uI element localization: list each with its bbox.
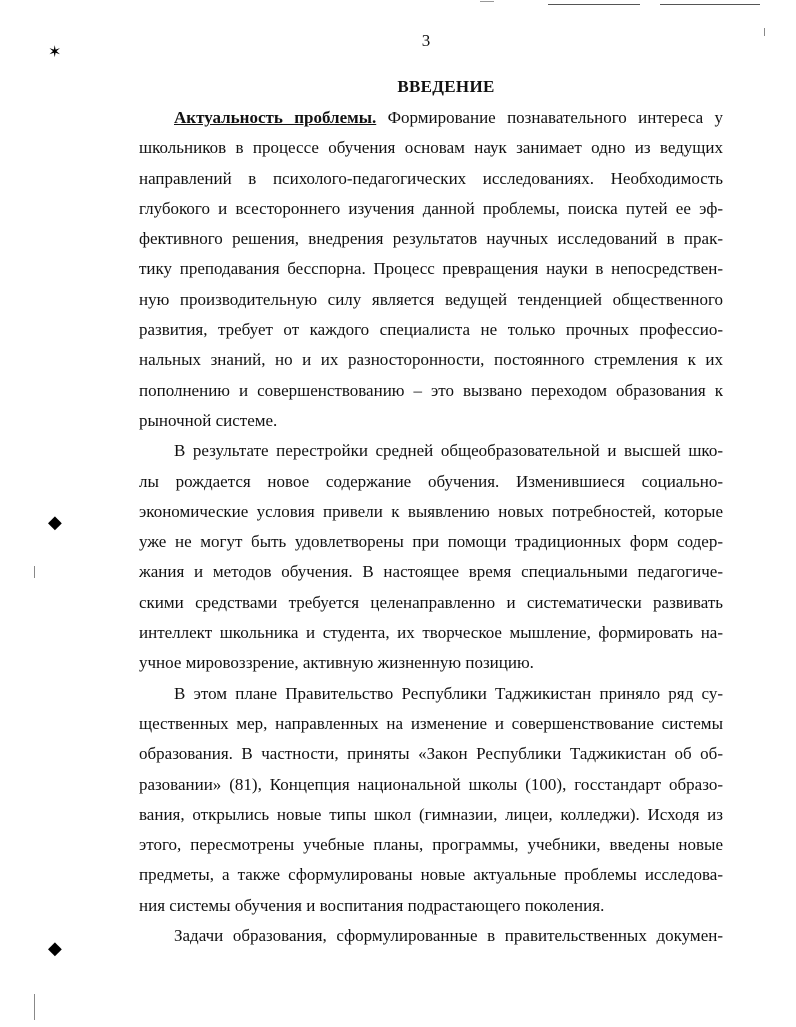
page-title: ВВЕДЕНИЕ <box>397 77 495 96</box>
text-line: пополнению и совершенствованию – это вызвано переходом образования к <box>139 380 723 400</box>
text-line: вания, открылись новые типы школ (гимназии, лицеи, колледжи). Исходя из <box>139 804 723 824</box>
text-line: ния системы обучения и воспитания подрастающего поколения. <box>139 895 605 915</box>
text-line: скими средствами требуется целенаправленно и систематически развивать <box>139 592 723 612</box>
text-line: В результате перестройки средней общеобразовательной и высшей шко- <box>174 441 723 461</box>
text-line: этого, пересмотрены учебные планы, программы, учебники, введены новые <box>139 835 723 855</box>
scan-artifact-line <box>548 4 640 5</box>
text-line: лы рождается новое содержание обучения. Изменившиеся социально- <box>139 471 723 491</box>
text-line: ную производительную силу является ведущей тенденцией общественного <box>139 289 723 309</box>
text-line: предметы, а также сформулированы новые актуальные проблемы исследова- <box>139 865 723 885</box>
scan-artifact-tick <box>34 566 35 578</box>
text-line: разовании» (81), Концепция национальной школы (100), госстандарт образо- <box>139 774 723 794</box>
text-line: развития, требует от каждого специалиста не только прочных профессио- <box>139 320 723 340</box>
text-line: Актуальность проблемы. Формирование познавательного интереса у <box>174 108 723 127</box>
scan-artifact-line <box>480 1 494 2</box>
binder-hole-mark: ✶ <box>48 42 62 61</box>
text-line: жания и методов обучения. В настоящее время специальными педагогиче- <box>139 562 723 582</box>
text-line: школьников в процессе обучения основам наук занимает одно из ведущих <box>139 138 723 158</box>
text-line: нальных знаний, но и их разносторонности, постоянного стремления к их <box>139 350 723 370</box>
text-line: фективного решения, внедрения результатов научных исследований в прак- <box>139 229 723 249</box>
text-line: учное мировоззрение, активную жизненную позицию. <box>139 653 534 673</box>
text-line: глубокого и всестороннего изучения данной проблемы, поиска путей ее эф- <box>139 198 723 218</box>
paragraph-lead: Актуальность проблемы. <box>174 108 377 127</box>
text-line: уже не могут быть удовлетворены при помощи традиционных форм содер- <box>139 532 723 552</box>
page-number: 3 <box>421 31 431 50</box>
text-line: экономические условия привели к выявлению новых потребностей, которые <box>139 501 723 521</box>
text-line: тику преподавания бесспорна. Процесс превращения науки в непосредствен- <box>139 259 723 279</box>
text-line: Задачи образования, сформулированные в правительственных докумен- <box>174 926 723 946</box>
text-line: образования. В частности, приняты «Закон Республики Таджикистан об об- <box>139 744 723 764</box>
text-line: рыночной системе. <box>139 410 278 430</box>
binder-hole-mark: ◆ <box>48 938 62 959</box>
scan-artifact-tick <box>34 994 35 1020</box>
text-line: В этом плане Правительство Республики Таджикистан приняло ряд су- <box>174 683 723 703</box>
binder-hole-mark: ◆ <box>48 512 62 533</box>
document-body <box>139 103 723 951</box>
text-line: щественных мер, направленных на изменение и совершенствование системы <box>139 713 723 733</box>
scan-artifact-line <box>660 4 760 5</box>
text-line: направлений в психолого-педагогических исследованиях. Необходимость <box>139 168 723 188</box>
text-line: интеллект школьника и студента, их творческое мышление, формировать на- <box>139 623 723 643</box>
